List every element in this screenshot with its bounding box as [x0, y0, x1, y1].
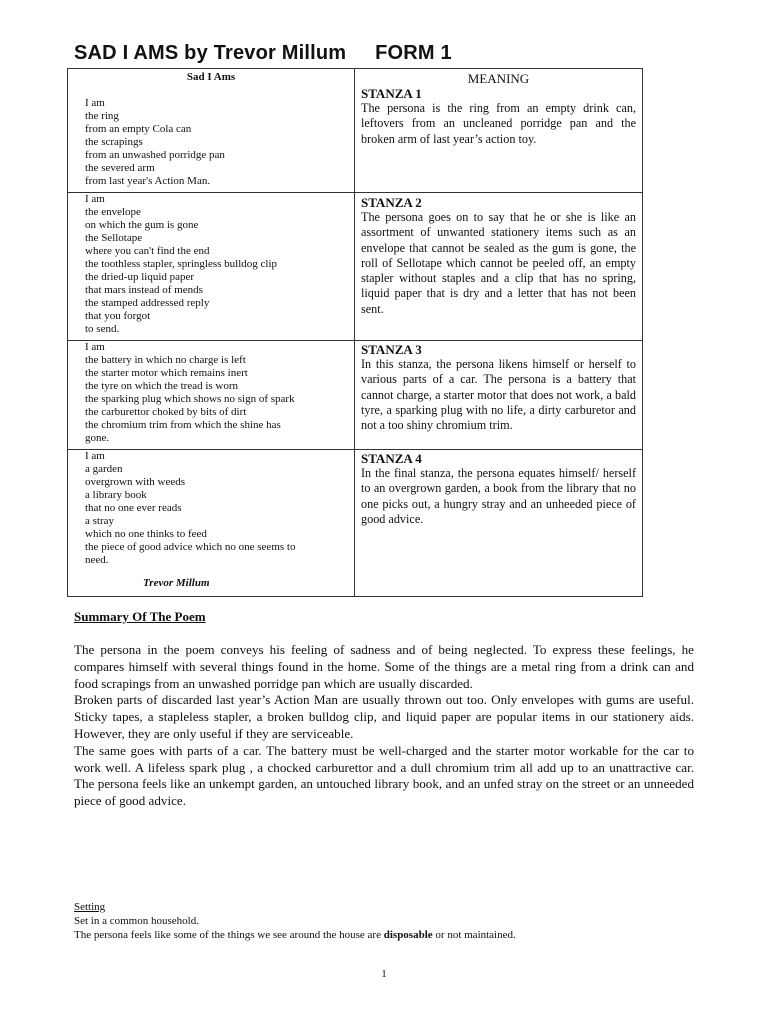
poem-line: the envelope [85, 206, 141, 218]
stanza-label: STANZA 3 [361, 342, 422, 357]
meaning-cell [355, 341, 643, 450]
poem-lines [68, 83, 354, 192]
page-number: 1 [381, 968, 387, 980]
summary-paragraph: The persona in the poem conveys his feeling of sadness and of being neglected. To express these feelings, he compares himself with several things found in the home. Some of the things are a metal ring from a drink can and food scrapings from an unwashed porridge pan which are usually discarded. [74, 642, 694, 691]
poem-line: the Sellotape [85, 232, 143, 244]
poem-line: where you can't find the end [85, 245, 210, 257]
summary-body [74, 642, 694, 810]
summary-heading: Summary Of The Poem [74, 609, 206, 624]
poem-line: a garden [85, 463, 123, 475]
poem-line: a stray [85, 515, 115, 527]
poem-line: to send. [85, 323, 120, 335]
setting-text: The persona feels like some of the things we see around the house are [74, 929, 384, 941]
meaning-cell [355, 69, 643, 193]
poem-line: on which the gum is gone [85, 219, 199, 231]
poem-line: I am [85, 450, 105, 462]
poem-line: from an unwashed porridge pan [85, 149, 225, 161]
poem-line: the tyre on which the tread is worn [85, 380, 239, 392]
poem-line: the stamped addressed reply [85, 297, 210, 309]
table-row [68, 450, 643, 597]
poem-cell [68, 450, 355, 597]
poem-line: from an empty Cola can [85, 123, 192, 135]
poem-line: I am [85, 341, 105, 353]
page-title: SAD I AMS by Trevor Millum FORM 1 [74, 42, 452, 64]
poem-author: Trevor Millum [143, 577, 210, 589]
setting-section [74, 900, 694, 942]
poem-line: that mars instead of mends [85, 284, 203, 296]
meaning-cell [355, 450, 643, 597]
stanza-label: STANZA 1 [361, 86, 422, 101]
setting-heading: Setting [74, 901, 106, 913]
stanza-meaning: The persona is the ring from an empty drink can, leftovers from an uncleaned porridge pan and the broken arm of last year’s action toy. [361, 101, 636, 146]
poem-line: I am [85, 97, 105, 109]
meaning-cell [355, 193, 643, 341]
poem-line: the sparking plug which shows no sign of spark [85, 393, 295, 405]
poem-line: the chromium trim from which the shine has [85, 419, 281, 431]
poem-lines [68, 450, 354, 593]
setting-line: Set in a common household. [74, 915, 199, 927]
poem-line: the dried-up liquid paper [85, 271, 195, 283]
stanza-meaning: In this stanza, the persona likens himself or herself to various parts of a car. The persona is a battery that cannot charge, a starter motor that does not work, a bald tyre, a sparking plug with no life, a dirty carburetor and not a too shiny chromium trim. [361, 357, 636, 433]
stanza-label: STANZA 4 [361, 451, 422, 466]
poem-line: I am [85, 193, 105, 205]
poem-line: the severed arm [85, 162, 155, 174]
poem-line: overgrown with weeds [85, 476, 185, 488]
poem-line: the ring [85, 110, 119, 122]
poem-line: that you forgot [85, 310, 151, 322]
setting-line [74, 928, 694, 942]
table-row [68, 69, 643, 193]
poem-line: need. [85, 554, 109, 566]
poem-line: the toothless stapler, springless bulldog clip [85, 258, 278, 270]
table-row [68, 193, 643, 341]
poem-cell [68, 193, 355, 341]
poem-line: a library book [85, 489, 147, 501]
stanza-meaning: In the final stanza, the persona equates himself/ herself to an overgrown garden, a book from the library that no one picks out, a hungry stray and an unheeded piece of good advice. [361, 466, 636, 526]
poem-title: Sad I Ams [186, 71, 236, 83]
poem-table [67, 68, 643, 597]
poem-lines [68, 193, 354, 340]
poem-line: that no one ever reads [85, 502, 182, 514]
summary-paragraph: The same goes with parts of a car. The battery must be well-charged and the starter motor workable for the car to work well. A lifeless spark plug , a chocked carburettor and a dull chromium trim all add up to an unattractive car. The persona feels like an unkempt garden, an untouched library book, and an unfed stray on the street or an unneeded piece of good advice. [74, 742, 694, 809]
poem-line: the piece of good advice which no one seems to [85, 541, 296, 553]
stanza-label: STANZA 2 [361, 195, 422, 210]
poem-cell [68, 69, 355, 193]
poem-line: from last year's Action Man. [85, 175, 211, 187]
poem-line: which no one thinks to feed [85, 528, 207, 540]
table-row [68, 341, 643, 450]
poem-cell [68, 341, 355, 450]
poem-line: the battery in which no charge is left [85, 354, 246, 366]
poem-line: the scrapings [85, 136, 143, 148]
poem-line: the starter motor which remains inert [85, 367, 248, 379]
poem-lines [68, 341, 354, 449]
setting-emphasis: disposable [383, 929, 433, 941]
meaning-header: MEANING [467, 71, 530, 86]
stanza-meaning: The persona goes on to say that he or she is like an assortment of unwanted stationery items such as an envelope that cannot be sealed as the gum is gone, the roll of Sellotape which cannot be peeled off, an empty stapler without staples and a clip that has no spring, liquid paper that is dry and a letter that has not been sent. [361, 210, 636, 316]
poem-line: gone. [85, 432, 110, 444]
summary-paragraph: Broken parts of discarded last year’s Action Man are usually thrown out too. Only envelopes with gums are useful. Sticky tapes, a stapleless stapler, a broken bulldog clip, and liquid paper are popular items in our stationery aids. However, they are only useful if they are serviceable. [74, 692, 694, 741]
setting-text: or not maintained. [432, 929, 516, 941]
poem-line: the carburettor choked by bits of dirt [85, 406, 247, 418]
